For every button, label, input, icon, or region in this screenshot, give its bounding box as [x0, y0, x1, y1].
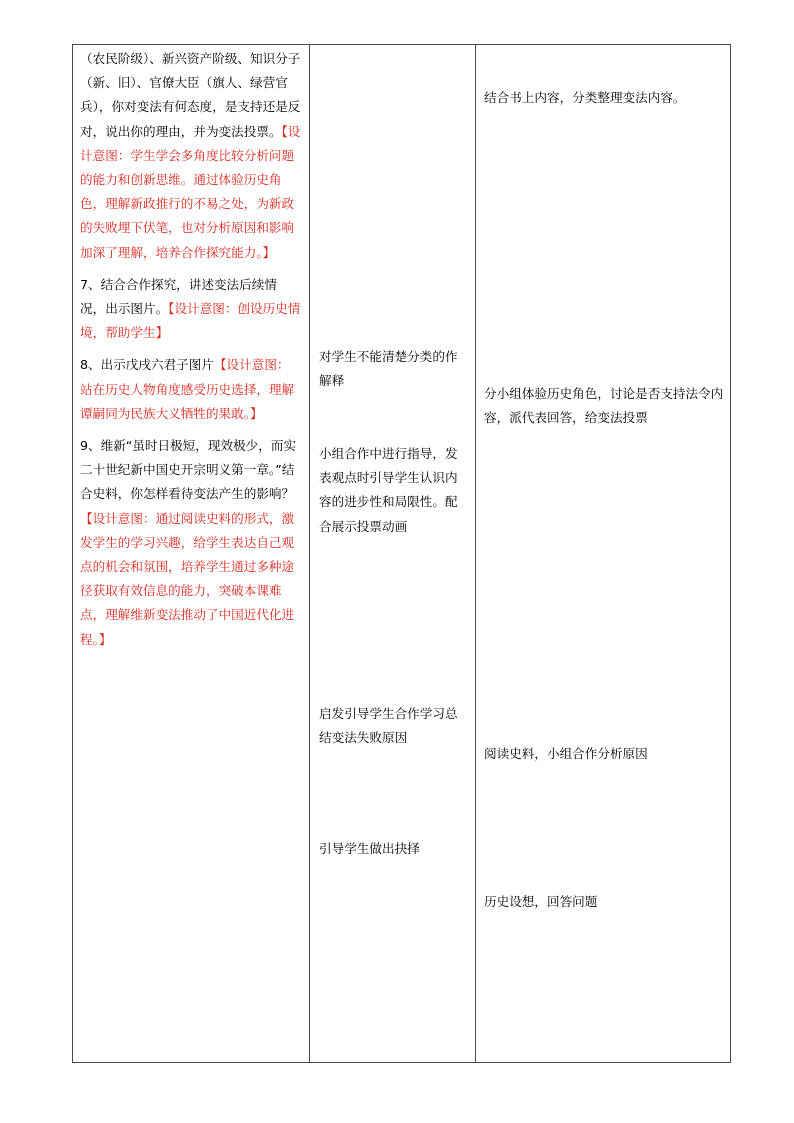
student-activity: 阅读史料，小组合作分析原因: [484, 746, 648, 761]
student-activity: 分小组体验历史角色，讨论是否支持法令内容，派代表回答，给变法投票: [484, 386, 724, 426]
design-intent: 【设计意图：创设历史情境，帮助学生】: [80, 301, 301, 341]
step-paragraph: 7、结合合作探究，讲述变法后续情况，出示图片。【设计意图：创设历史情境，帮助学生】: [80, 276, 301, 341]
teacher-activity: 引导学生做出抉择: [319, 841, 420, 856]
teaching-content-column: [80, 47, 302, 660]
student-activity: 结合书上内容，分类整理变法内容。: [484, 90, 686, 105]
student-activity: 历史设想，回答问题: [484, 894, 598, 909]
step-paragraph: （农民阶级）、新兴资产阶级、知识分子（新、旧）、官僚大臣（旗人、绿营官兵），你对变法有何态度，是支持还是反对，说出你的理由，并为变法投票。【设计意图：学生学会多角度比较分析问题的能力和创新思维。通过体验历史角色，理解新政推行的不易之处，为新政的失败埋下伏笔，也对分析原因和影响加深了理解，培养合作探究能力。】: [80, 51, 301, 260]
design-intent: 【设计意图：学生学会多角度比较分析问题的能力和创新思维。通过体验历史角色，理解新政推行的不易之处，为新政的失败埋下伏笔，也对分析原因和影响加深了理解，培养合作探究能力。】: [80, 123, 301, 260]
column-divider: [309, 45, 310, 1062]
lesson-table: [72, 44, 731, 1063]
step-paragraph: 9、维新“虽时日极短，现效极少，而实二十世纪新中国史开宗明义第一章。”结合史料，你怎样看待变法产生的影响？【设计意图：通过阅读史料的形式，激发学生的学习兴趣，给学生表达自己观点的机会和氛围，培养学生通过多种途径获取有效信息的能力，突破本课难点，理解维新变法推动了中国近代化进程。】: [80, 438, 297, 647]
teacher-activity: 启发引导学生合作学习总结变法失败原因: [319, 706, 458, 746]
column-divider: [475, 45, 476, 1062]
teacher-activity: 小组合作中进行指导，发表观点时引导学生认识内容的进步性和局限性。配合展示投票动画: [319, 446, 458, 534]
teacher-activity: 对学生不能清楚分类的作解释: [319, 349, 458, 389]
design-intent: 【设计意图：通过阅读史料的形式，激发学生的学习兴趣，给学生表达自己观点的机会和氛围，培养学生通过多种途径获取有效信息的能力，突破本课难点，理解维新变法推动了中国近代化进程。】: [80, 510, 295, 647]
step-paragraph: 8、出示戊戌六君子图片【设计意图：站在历史人物角度感受历史选择，理解谭嗣同为民族大义牺牲的果敢。】: [80, 357, 295, 421]
design-intent: 【设计意图：站在历史人物角度感受历史选择，理解谭嗣同为民族大义牺牲的果敢。】: [80, 357, 295, 421]
